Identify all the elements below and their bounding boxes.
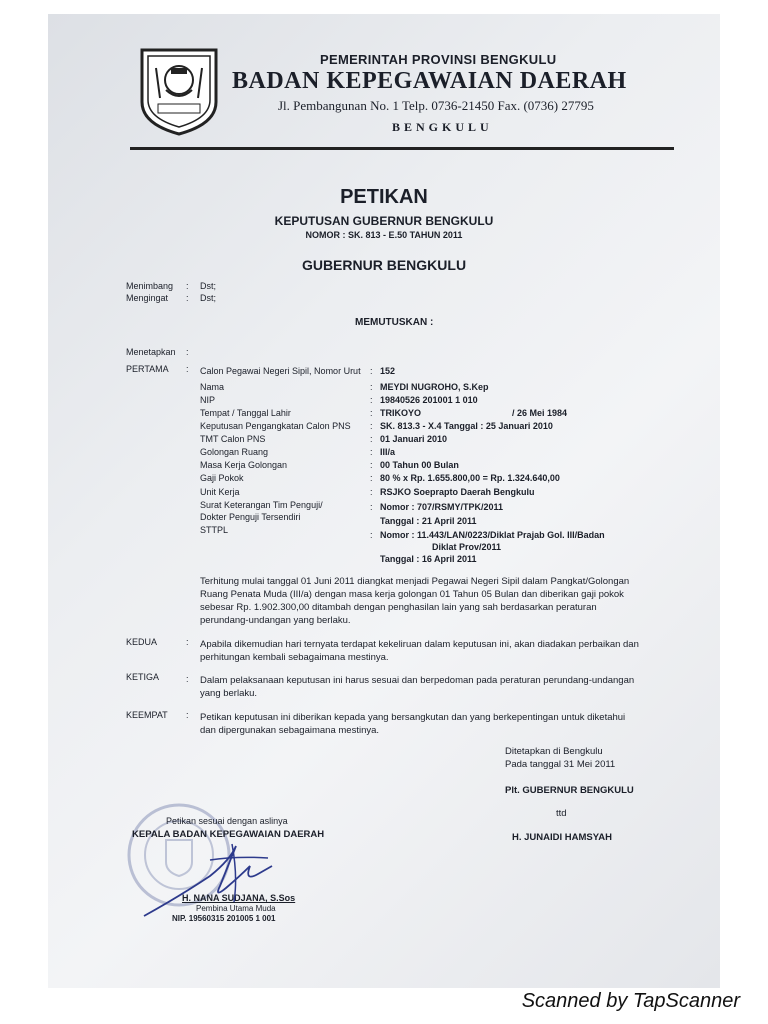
field-colon: :: [370, 460, 373, 470]
field-colon: :: [370, 447, 373, 457]
field-value: 00 Tahun 00 Bulan: [380, 460, 459, 470]
clause-label: KEDUA: [126, 637, 158, 647]
pertama-label: PERTAMA: [126, 364, 169, 374]
preamble-label: Menimbang: [126, 281, 174, 291]
issuer-title: GUBERNUR BENGKULU: [301, 257, 467, 273]
field-value: SK. 813.3 - X.4 Tanggal : 25 Januari 2010: [380, 421, 553, 431]
field-label: Golongan Ruang: [200, 447, 269, 457]
field-colon: :: [370, 530, 373, 540]
header-divider: [130, 147, 674, 150]
clause-label: KEEMPAT: [126, 710, 168, 720]
decree-title: KEPUTUSAN GUBERNUR BENGKULU: [274, 214, 494, 228]
signer-rank: Pembina Utama Muda: [196, 904, 276, 913]
signature-place: Ditetapkan di Bengkulu: [505, 746, 603, 757]
field-label: NIP: [200, 395, 216, 405]
field-label: Gaji Pokok: [200, 473, 244, 483]
clause-colon: :: [186, 710, 189, 720]
field-colon: :: [370, 434, 373, 444]
signature-office: KEPALA BADAN KEPEGAWAIAN DAERAH: [132, 829, 325, 840]
signature-ttd: ttd: [556, 808, 567, 819]
clause-line: Apabila dikemudian hari ternyata terdapat kekeliruan dalam keputusan ini, akan diadakan perbaikan dan: [200, 639, 639, 650]
scanner-watermark: Scanned by TapScanner: [521, 990, 740, 1012]
field-value: MEYDI NUGROHO, S.Kep: [380, 382, 489, 392]
decree-number: NOMOR : SK. 813 - E.50 TAHUN 2011: [305, 230, 463, 240]
field-label: Surat Keterangan Tim Penguji/: [200, 500, 323, 510]
field-label: Calon Pegawai Negeri Sipil, Nomor Urut: [200, 366, 361, 376]
decides-heading: MEMUTUSKAN :: [355, 317, 434, 328]
menetapkan-label: Menetapkan: [126, 347, 176, 357]
clause-colon: :: [186, 674, 189, 684]
field-colon: :: [370, 421, 373, 431]
signer-name: H. NANA SUDJANA, S.Sos: [182, 893, 296, 903]
field-value: 152: [380, 366, 396, 376]
sttpl-line2: Diklat Prov/2011: [432, 542, 502, 552]
menetapkan-colon: :: [186, 347, 189, 357]
preamble-label: Mengingat: [126, 293, 169, 303]
field-value: Nomor : 11.443/LAN/0223/Diklat Prajab Gol. III/Badan: [380, 530, 605, 540]
field-colon: :: [370, 473, 373, 483]
field-colon: :: [370, 502, 373, 512]
header-city: BENGKULU: [392, 120, 493, 134]
paragraph-line: Terhitung mulai tanggal 01 Juni 2011 diangkat menjadi Pegawai Negeri Sipil dalam Pangkat/Golongan: [200, 576, 630, 587]
copy-note: Petikan sesuai dengan aslinya: [166, 816, 288, 826]
document-title: PETIKAN: [340, 186, 428, 208]
clause-line: Petikan keputusan ini diberikan kepada yang bersangkutan dan yang berkepentingan untuk diketahui: [200, 712, 626, 723]
clause-line: Dalam pelaksanaan keputusan ini harus sesuai dan berpedoman pada peraturan perundang-undangan: [200, 675, 635, 686]
header-address: Jl. Pembangunan No. 1 Telp. 0736-21450 Fax. (0736) 27795: [278, 98, 594, 113]
field-value: TRIKOYO: [380, 408, 422, 418]
clause-line: yang berlaku.: [200, 688, 258, 699]
field-label: Unit Kerja: [200, 487, 240, 497]
field-label: Masa Kerja Golongan: [200, 460, 288, 470]
header-agency: BADAN KEPEGAWAIAN DAERAH: [232, 68, 627, 94]
clause-line: perhitungan kembali sebagaimana mestinya.: [200, 652, 389, 663]
signature-role: Plt. GUBERNUR BENGKULU: [505, 785, 634, 796]
sttpl-date: Tanggal : 16 April 2011: [380, 554, 477, 564]
pertama-colon: :: [186, 364, 189, 374]
province-emblem-icon: [136, 46, 222, 136]
field-label: STTPL: [200, 525, 229, 535]
field-extra: / 26 Mei 1984: [512, 408, 568, 418]
preamble-colon: :: [186, 281, 189, 291]
field-colon: :: [370, 366, 373, 376]
signature-name: H. JUNAIDI HAMSYAH: [512, 832, 612, 843]
field-value: RSJKO Soeprapto Daerah Bengkulu: [380, 487, 535, 497]
field-value: Tanggal : 21 April 2011: [380, 516, 477, 526]
signer-nip: NIP. 19560315 201005 1 001: [172, 914, 276, 923]
field-label: Tempat / Tanggal Lahir: [200, 408, 291, 418]
field-label: Keputusan Pengangkatan Calon PNS: [200, 421, 351, 431]
field-colon: :: [370, 395, 373, 405]
handwritten-signature-icon: [140, 836, 280, 920]
field-label: Dokter Penguji Tersendiri: [200, 512, 301, 522]
field-label: Nama: [200, 382, 225, 392]
paragraph-line: perundang-undangan yang berlaku.: [200, 615, 351, 626]
clause-label: KETIGA: [126, 672, 160, 682]
clause-colon: :: [186, 637, 189, 647]
preamble-value: Dst;: [200, 293, 217, 303]
header-province: PEMERINTAH PROVINSI BENGKULU: [320, 52, 557, 67]
signature-date: Pada tanggal 31 Mei 2011: [505, 759, 616, 770]
preamble-colon: :: [186, 293, 189, 303]
field-value: 80 % x Rp. 1.655.800,00 = Rp. 1.324.640,00: [380, 473, 560, 483]
field-value: III/a: [380, 447, 396, 457]
field-value: Nomor : 707/RSMY/TPK/2011: [380, 502, 504, 512]
field-value: 19840526 201001 1 010: [380, 395, 478, 405]
paragraph-line: sebesar Rp. 1.902.300,00 ditambah dengan penghasilan lain yang sah berdasarkan peraturan: [200, 602, 597, 613]
field-label: TMT Calon PNS: [200, 434, 266, 444]
field-colon: :: [370, 382, 373, 392]
paragraph-line: Ruang Penata Muda (III/a) dengan masa kerja golongan 01 Tahun 05 Bulan dan diberikan gaji pokok: [200, 589, 624, 600]
field-colon: :: [370, 408, 373, 418]
field-value: 01 Januari 2010: [380, 434, 448, 444]
field-colon: :: [370, 487, 373, 497]
preamble-value: Dst;: [200, 281, 217, 291]
clause-line: dan dipergunakan sebagaimana mestinya.: [200, 725, 380, 736]
